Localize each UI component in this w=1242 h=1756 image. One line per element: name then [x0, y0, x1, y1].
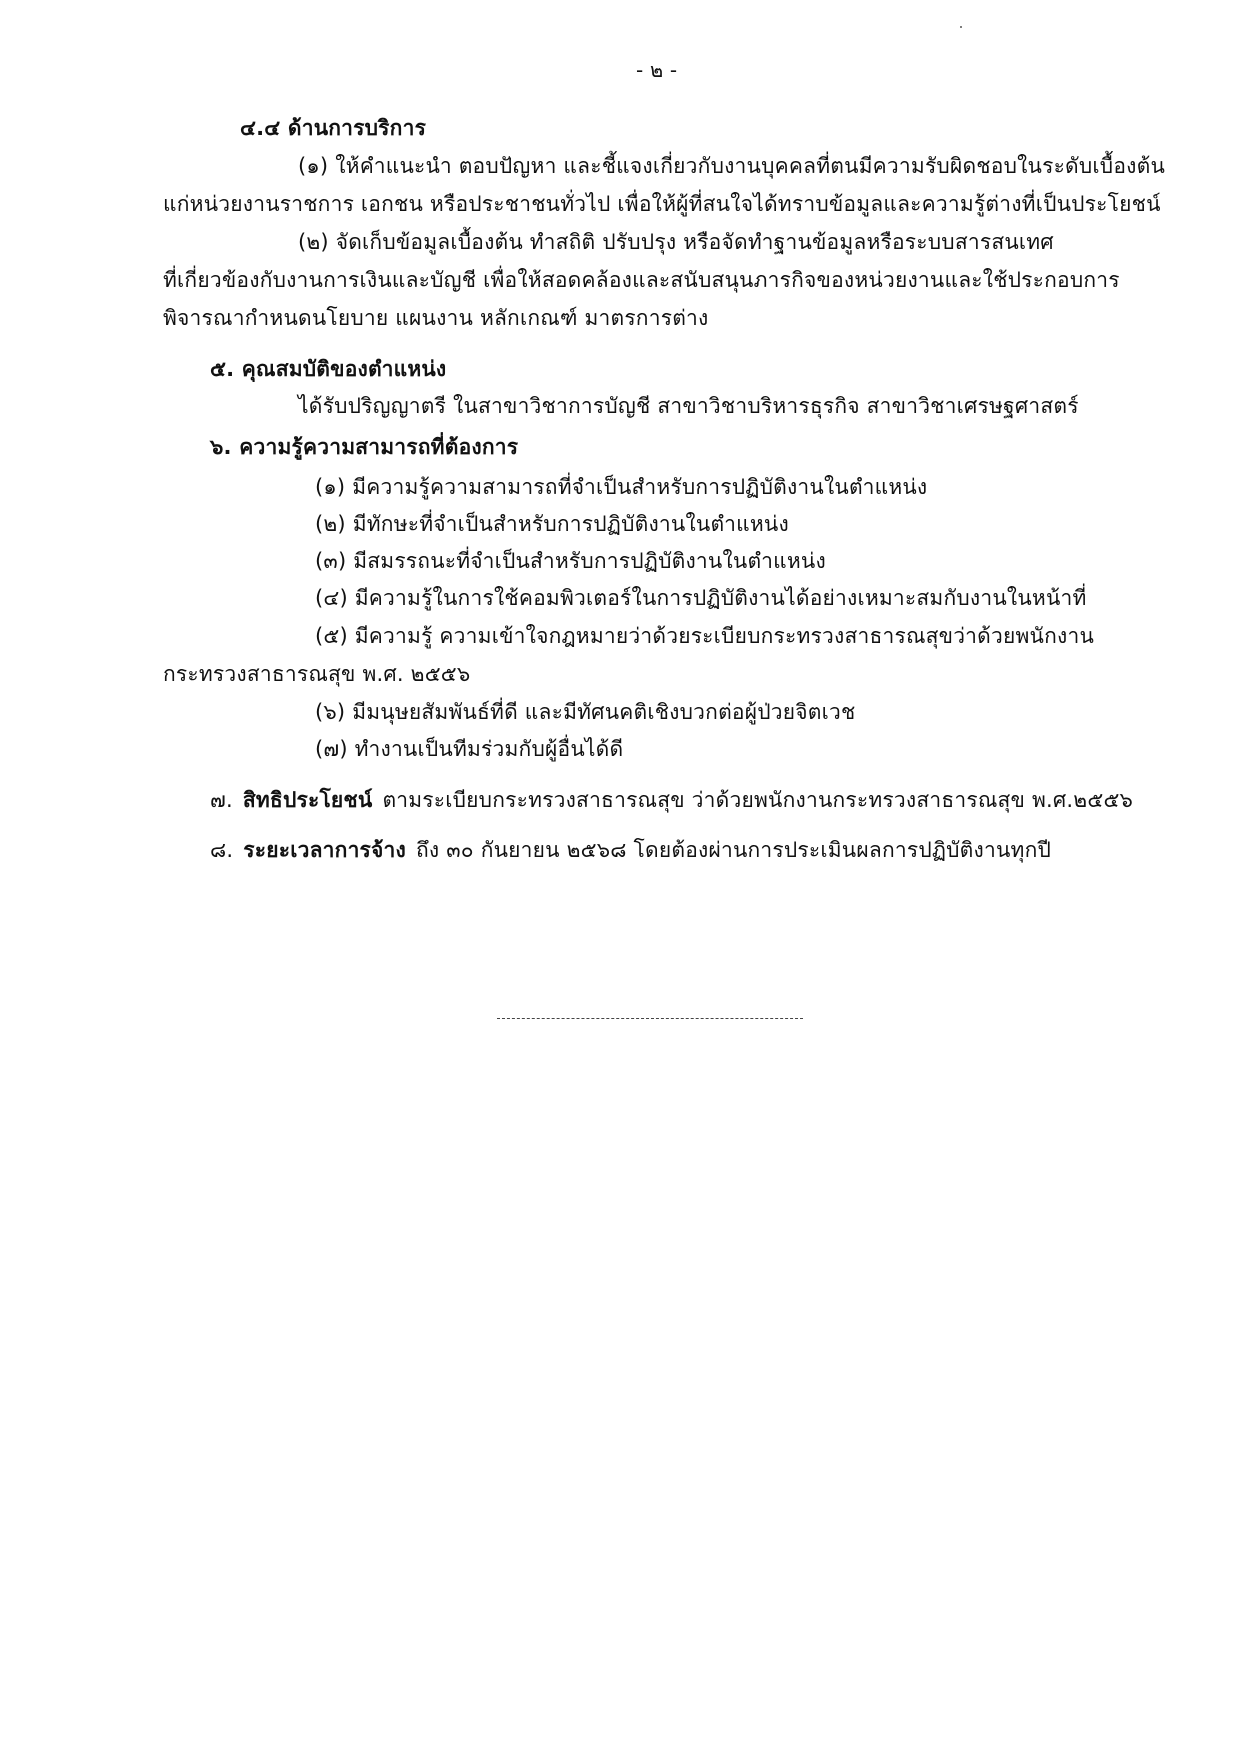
section-4-4-item1-line2: แก่หน่วยงานราชการ เอกชน หรือประชาชนทั่วไป เพื่อให้ผู้ที่สนใจได้ทราบข้อมูลและความรู้ต่างที่เป็นประโยชน์ — [163, 192, 1161, 216]
section-5-text: ได้รับปริญญาตรี ในสาขาวิชาการบัญชี สาขาวิชาบริหารธุรกิจ สาขาวิชาเศรษฐศาสตร์ — [298, 394, 1079, 418]
section-6-item-7: (๗) ทำงานเป็นทีมร่วมกับผู้อื่นได้ดี — [315, 737, 624, 761]
section-8-number: ๘. — [210, 838, 234, 862]
page-number: - ๒ - — [636, 58, 678, 82]
section-7-text: ตามระเบียบกระทรวงสาธารณสุข ว่าด้วยพนักงานกระทรวงสาธารณสุข พ.ศ.๒๕๕๖ — [382, 788, 1134, 812]
section-6-item-3: (๓) มีสมรรถนะที่จำเป็นสำหรับการปฏิบัติงานในตำแหน่ง — [315, 549, 826, 573]
section-8-heading: ระยะเวลาการจ้าง — [243, 838, 406, 862]
section-4-4-item1-line1: (๑) ให้คำแนะนำ ตอบปัญหา และชี้แจงเกี่ยวกับงานบุคคลที่ตนมีความรับผิดชอบในระดับเบื้องต้น — [298, 154, 1165, 178]
section-6-item-5: (๕) มีความรู้ ความเข้าใจกฎหมายว่าด้วยระเบียบกระทรวงสาธารณสุขว่าด้วยพนักงาน — [315, 624, 1095, 648]
end-separator-line — [497, 1018, 803, 1019]
section-6-item-2: (๒) มีทักษะที่จำเป็นสำหรับการปฏิบัติงานในตำแหน่ง — [315, 512, 789, 536]
section-6-item-1: (๑) มีความรู้ความสามารถที่จำเป็นสำหรับการปฏิบัติงานในตำแหน่ง — [315, 475, 928, 499]
section-7-number: ๗. — [210, 788, 233, 812]
scan-speck — [960, 26, 962, 28]
section-5-heading: ๕. คุณสมบัติของตำแหน่ง — [210, 357, 447, 381]
section-4-4-item2-line3: พิจารณากำหนดนโยบาย แผนงาน หลักเกณฑ์ มาตรการต่าง — [163, 306, 709, 330]
section-8 — [210, 835, 1051, 865]
section-7-heading: สิทธิประโยชน์ — [242, 788, 373, 812]
section-6-item-4: (๔) มีความรู้ในการใช้คอมพิวเตอร์ในการปฏิบัติงานได้อย่างเหมาะสมกับงานในหน้าที่ — [315, 586, 1087, 610]
section-6-heading: ๖. ความรู้ความสามารถที่ต้องการ — [210, 435, 519, 459]
section-8-text: ถึง ๓๐ กันยายน ๒๕๖๘ โดยต้องผ่านการประเมินผลการปฏิบัติงานทุกปี — [416, 838, 1052, 862]
section-4-4-item2-line1: (๒) จัดเก็บข้อมูลเบื้องต้น ทำสถิติ ปรับปรุง หรือจัดทำฐานข้อมูลหรือระบบสารสนเทศ — [298, 230, 1054, 254]
section-4-4-item2-line2: ที่เกี่ยวข้องกับงานการเงินและบัญชี เพื่อให้สอดคล้องและสนับสนุนภารกิจของหน่วยงานและใช้ประกอบการ — [163, 268, 1120, 292]
section-4-4-heading: ๔.๔ ด้านการบริการ — [240, 116, 427, 140]
section-6-item-5-continuation: กระทรวงสาธารณสุข พ.ศ. ๒๕๕๖ — [163, 662, 471, 686]
section-6-item-6: (๖) มีมนุษยสัมพันธ์ที่ดี และมีทัศนคติเชิงบวกต่อผู้ป่วยจิตเวช — [315, 700, 856, 724]
section-7 — [210, 785, 1133, 815]
